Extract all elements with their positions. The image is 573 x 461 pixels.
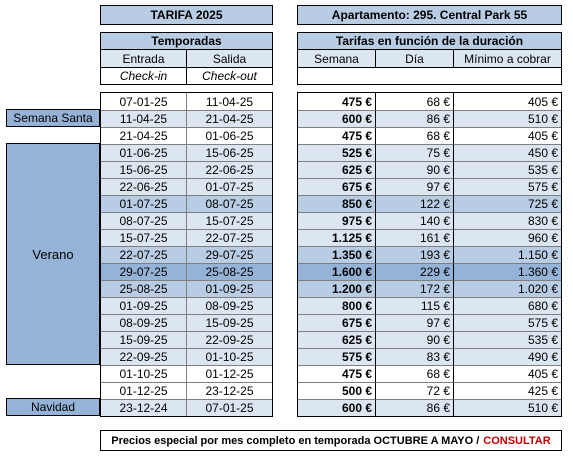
salida-cell: 22-09-25 (187, 331, 272, 348)
minimo-cell: 960 € (454, 229, 561, 246)
dia-cell: 97 € (376, 314, 454, 331)
minimo-cell: 830 € (454, 212, 561, 229)
entrada-cell: 01-10-25 (101, 365, 187, 382)
minimo-cell: 535 € (454, 331, 561, 348)
minimo-cell: 575 € (454, 314, 561, 331)
minimo-cell: 510 € (454, 110, 561, 127)
semana-cell: 475 € (298, 365, 376, 382)
semana-cell: 1.600 € (298, 263, 376, 280)
semana-cell: 1.350 € (298, 246, 376, 263)
salida-cell: 22-07-25 (187, 229, 272, 246)
salida-cell: 08-07-25 (187, 195, 272, 212)
dia-cell: 90 € (376, 161, 454, 178)
entrada-cell: 22-06-25 (101, 178, 187, 195)
semana-cell: 575 € (298, 348, 376, 365)
semana-cell: 1.200 € (298, 280, 376, 297)
minimo-cell: 1.150 € (454, 246, 561, 263)
semana-cell: 800 € (298, 297, 376, 314)
dia-cell: 161 € (376, 229, 454, 246)
notice-text: Precios especial por mes completo en temporada OCTUBRE A MAYO / (111, 434, 480, 447)
apartment-title: Apartamento: 295. Central Park 55 (297, 5, 562, 25)
salida-cell: 01-12-25 (187, 365, 272, 382)
dia-cell: 193 € (376, 246, 454, 263)
entrada-cell: 29-07-25 (101, 263, 187, 280)
dia-cell: 68 € (376, 127, 454, 144)
dia-cell: 122 € (376, 195, 454, 212)
semana-cell: 600 € (298, 399, 376, 416)
dia-header: Día (376, 50, 454, 67)
entrada-cell: 07-01-25 (101, 93, 187, 110)
salida-cell: 08-09-25 (187, 297, 272, 314)
dia-cell: 75 € (376, 144, 454, 161)
dia-cell: 86 € (376, 110, 454, 127)
entrada-cell: 25-08-25 (101, 280, 187, 297)
tarifas-header: Tarifas en función de la duración (298, 33, 561, 50)
salida-cell: 29-07-25 (187, 246, 272, 263)
salida-cell: 15-07-25 (187, 212, 272, 229)
minimo-cell: 405 € (454, 365, 561, 382)
salida-cell: 25-08-25 (187, 263, 272, 280)
temporadas-header-block (100, 32, 273, 85)
minimo-cell: 1.020 € (454, 280, 561, 297)
entrada-cell: 15-07-25 (101, 229, 187, 246)
salida-cell: 01-09-25 (187, 280, 272, 297)
semana-cell: 850 € (298, 195, 376, 212)
minimo-cell: 405 € (454, 127, 561, 144)
semana-cell: 625 € (298, 331, 376, 348)
dia-cell: 68 € (376, 93, 454, 110)
semana-cell: 675 € (298, 178, 376, 195)
semana-header: Semana (298, 50, 376, 67)
semana-cell: 1.125 € (298, 229, 376, 246)
salida-cell: 15-09-25 (187, 314, 272, 331)
entrada-header: Entrada (101, 50, 187, 67)
entrada-cell: 23-12-24 (101, 399, 187, 416)
salida-cell: 11-04-25 (187, 93, 272, 110)
entrada-cell: 22-09-25 (101, 348, 187, 365)
salida-cell: 15-06-25 (187, 144, 272, 161)
season-semana-santa: Semana Santa (6, 109, 100, 127)
monthly-price-notice (100, 430, 562, 451)
consultar-link[interactable]: CONSULTAR (483, 434, 551, 447)
entrada-cell: 01-07-25 (101, 195, 187, 212)
semana-cell: 600 € (298, 110, 376, 127)
tarifas-header-block (297, 32, 562, 85)
minimo-cell: 425 € (454, 382, 561, 399)
salida-cell: 22-06-25 (187, 161, 272, 178)
dia-cell: 140 € (376, 212, 454, 229)
semana-cell: 500 € (298, 382, 376, 399)
entrada-cell: 22-07-25 (101, 246, 187, 263)
salida-cell: 21-04-25 (187, 110, 272, 127)
semana-cell: 975 € (298, 212, 376, 229)
rates-table (297, 92, 562, 417)
tarifas-blank-row (298, 67, 561, 84)
salida-cell: 07-01-25 (187, 399, 272, 416)
minimo-cell: 680 € (454, 297, 561, 314)
minimo-header: Mínimo a cobrar (454, 50, 561, 67)
entrada-cell: 01-09-25 (101, 297, 187, 314)
dia-cell: 229 € (376, 263, 454, 280)
salida-cell: 23-12-25 (187, 382, 272, 399)
entrada-cell: 01-06-25 (101, 144, 187, 161)
minimo-cell: 510 € (454, 399, 561, 416)
dates-table (100, 92, 273, 417)
minimo-cell: 405 € (454, 93, 561, 110)
salida-cell: 01-07-25 (187, 178, 272, 195)
entrada-cell: 15-06-25 (101, 161, 187, 178)
dia-cell: 72 € (376, 382, 454, 399)
semana-cell: 525 € (298, 144, 376, 161)
minimo-cell: 490 € (454, 348, 561, 365)
checkin-label: Check-in (101, 67, 187, 84)
semana-cell: 475 € (298, 93, 376, 110)
semana-cell: 625 € (298, 161, 376, 178)
entrada-cell: 11-04-25 (101, 110, 187, 127)
minimo-cell: 575 € (454, 178, 561, 195)
dia-cell: 172 € (376, 280, 454, 297)
minimo-cell: 450 € (454, 144, 561, 161)
minimo-cell: 535 € (454, 161, 561, 178)
dia-cell: 68 € (376, 365, 454, 382)
dia-cell: 90 € (376, 331, 454, 348)
dia-cell: 86 € (376, 399, 454, 416)
minimo-cell: 725 € (454, 195, 561, 212)
entrada-cell: 08-09-25 (101, 314, 187, 331)
checkout-label: Check-out (187, 67, 272, 84)
dia-cell: 97 € (376, 178, 454, 195)
salida-cell: 01-10-25 (187, 348, 272, 365)
dia-cell: 83 € (376, 348, 454, 365)
minimo-cell: 1.360 € (454, 263, 561, 280)
tariff-year-title: TARIFA 2025 (100, 5, 273, 25)
temporadas-header: Temporadas (101, 33, 272, 50)
semana-cell: 675 € (298, 314, 376, 331)
season-navidad: Navidad (6, 398, 100, 416)
salida-header: Salida (187, 50, 272, 67)
entrada-cell: 15-09-25 (101, 331, 187, 348)
entrada-cell: 08-07-25 (101, 212, 187, 229)
semana-cell: 475 € (298, 127, 376, 144)
entrada-cell: 21-04-25 (101, 127, 187, 144)
season-verano: Verano (6, 143, 100, 365)
entrada-cell: 01-12-25 (101, 382, 187, 399)
dia-cell: 115 € (376, 297, 454, 314)
salida-cell: 01-06-25 (187, 127, 272, 144)
